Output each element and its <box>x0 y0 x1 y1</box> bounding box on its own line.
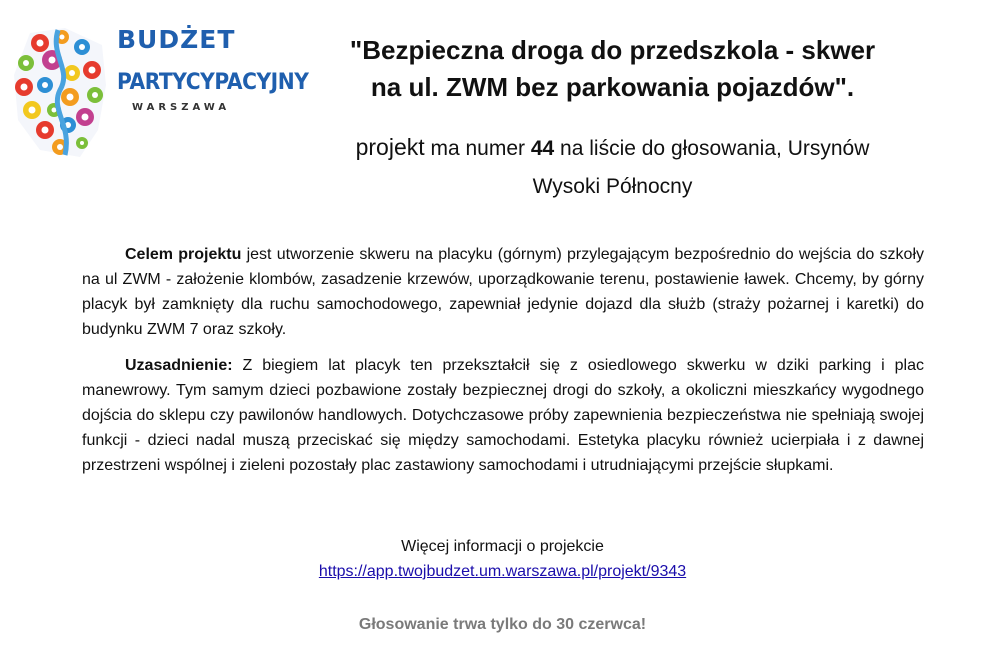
voting-deadline-note: Głosowanie trwa tylko do 30 czerwca! <box>358 616 647 633</box>
justification-paragraph <box>82 353 924 478</box>
title-line-2: na ul. ZWM bez parkowania pojazdów". <box>370 72 855 102</box>
budget-logo <box>10 25 309 160</box>
subtitle-text-after: na liście do głosowania, Ursynów <box>554 137 870 160</box>
project-title <box>300 32 925 106</box>
more-info <box>300 534 705 584</box>
project-number-info <box>300 128 925 206</box>
subtitle-line-2: Wysoki Północny <box>532 175 693 198</box>
gears-map-icon <box>10 25 110 160</box>
logo-line-3: WARSZAWA <box>132 102 231 113</box>
goal-text: jest utworzenie skweru na placyku (górnym) przylegającym bezpośrednio do wejścia do szkoły na ul ZWM - założenie klombów, zasadzenie krzewów, uporządkowanie terenu, postawienie ławek. Chcemy, by górny placyk był zamknięty dla ruchu samochodowego, zapewniał jedynie dojazd dla służb (straży pożarnej i karetki) do budynku ZWM 7 oraz szkoły. <box>82 246 924 338</box>
subtitle-text-before: ma numer <box>424 137 531 160</box>
logo-line-1: BUDŻET <box>117 25 236 54</box>
project-number: 44 <box>530 137 555 160</box>
subtitle-projekt-word: projekt <box>355 134 425 160</box>
goal-label: Celem projektu <box>125 246 242 263</box>
project-link[interactable]: https://app.twojbudzet.um.warszawa.pl/projekt/9343 <box>318 563 687 580</box>
justification-text: Z biegiem lat placyk ten przekształcił się z osiedlowego skwerku w dziki parking i plac manewrowy. Tym samym dzieci pozbawione zostały bezpiecznej drogi do szkoły, a okoliczni mieszkańcy wygodnego dojścia do sklepu czy pawilonów handlowych. Dotychczasowe próby zapewnienia bezpieczeństwa nie spełniają swojej funkcji - dzieci nadal muszą przeciskać się między samochodami. Estetyka placyku również ucierpiała i z dawnej przestrzeni wspólnej i zieleni pozostały plac zastawiony samochodami i utrudniającymi przejście słupkami. <box>82 357 924 474</box>
more-info-label: Więcej informacji o projekcie <box>401 538 604 555</box>
project-goal-paragraph <box>82 242 924 342</box>
justification-label: Uzasadnienie: <box>125 357 233 374</box>
logo-line-2: PARTYCYPACYJNY <box>117 70 309 95</box>
title-line-1: "Bezpieczna droga do przedszkola - skwer <box>349 35 876 65</box>
